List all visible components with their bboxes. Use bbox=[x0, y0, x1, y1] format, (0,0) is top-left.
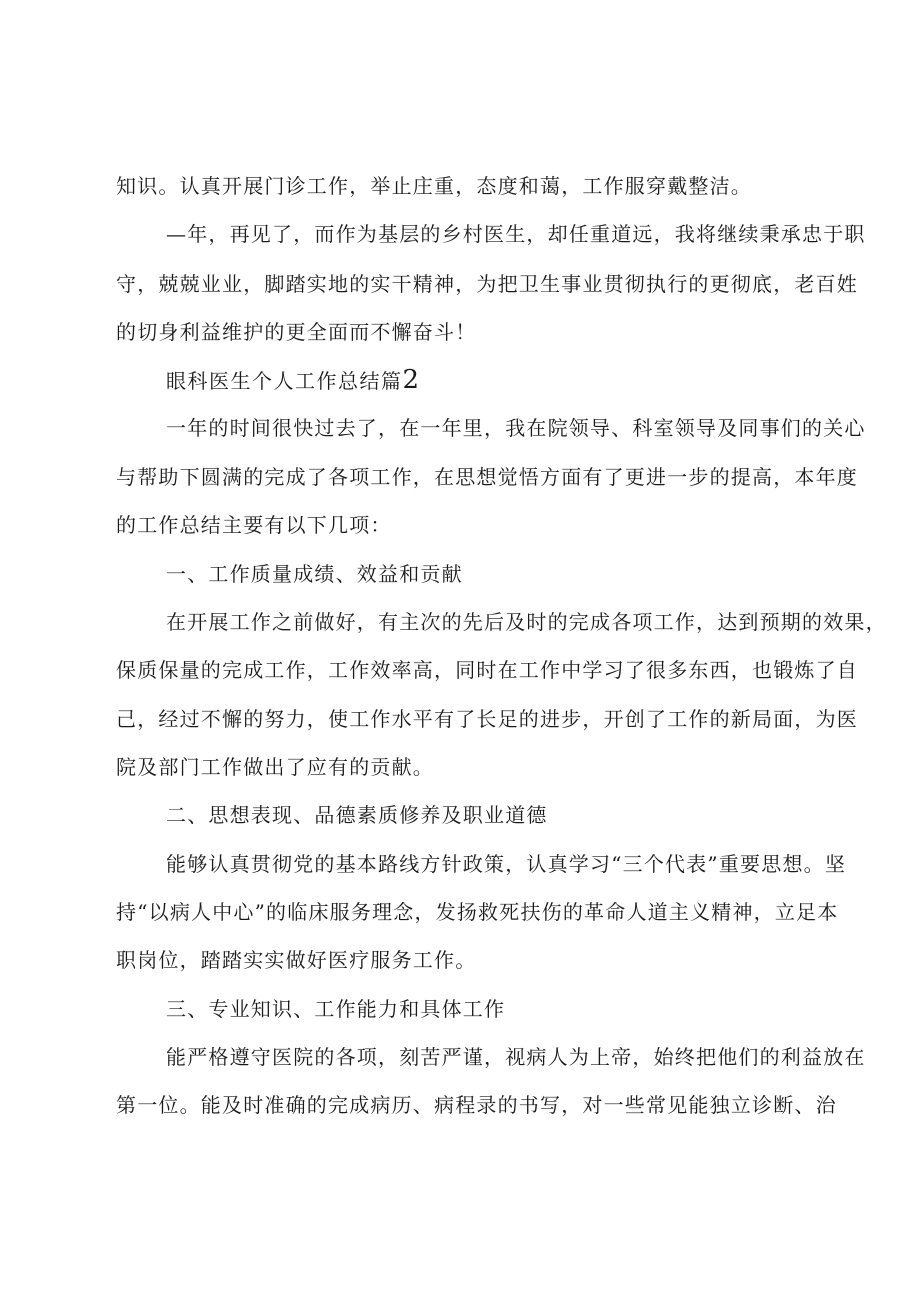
paragraph-line: 与帮助下圆满的完成了各项工作，在思想觉悟方面有了更进一步的提高，本年度 bbox=[116, 465, 858, 489]
paragraph-line: 职岗位，踏踏实实做好医疗服务工作。 bbox=[116, 948, 477, 972]
heading-line: 三、专业知识、工作能力和具体工作 bbox=[166, 997, 506, 1021]
heading-line: 一、工作质量成绩、效益和贡献 bbox=[166, 562, 463, 586]
paragraph-line: 己，经过不懈的努力，使工作水平有了长足的进步，开创了工作的新局面，为医 bbox=[116, 707, 858, 731]
section-title-number: 2 bbox=[402, 365, 420, 395]
paragraph-line: 院及部门工作做出了应有的贡献。 bbox=[116, 755, 434, 779]
paragraph-line: 在开展工作之前做好，有主次的先后及时的完成各项工作，达到预期的效果， bbox=[166, 610, 887, 634]
paragraph-line: —年，再见了，而作为基层的乡村医生，却任重道远，我将继续秉承忠于职 bbox=[166, 222, 866, 246]
paragraph-line: 第一位。能及时准确的完成病历、病程录的书写，对一些常见能独立诊断、治 bbox=[116, 1093, 837, 1117]
section-title bbox=[166, 366, 419, 395]
paragraph-line: 一年的时间很快过去了，在一年里，我在院领导、科室领导及同事们的关心 bbox=[166, 416, 866, 440]
paragraph-line: 保质保量的完成工作，工作效率高，同时在工作中学习了很多东西，也锻炼了自 bbox=[116, 658, 858, 682]
paragraph-line: 能严格遵守医院的各项，刻苦严谨，视病人为上帝，始终把他们的利益放在 bbox=[166, 1045, 866, 1069]
paragraph-line: 的切身利益维护的更全面而不懈奋斗！ bbox=[116, 320, 477, 344]
section-title-text: 眼科医生个人工作总结篇 bbox=[166, 369, 403, 393]
paragraph-line: 持“以病人中心”的临床服务理念，发扬救死扶伤的革命人道主义精神，立足本 bbox=[116, 900, 839, 924]
heading-line: 二、思想表现、品德素质修养及职业道德 bbox=[166, 803, 548, 827]
paragraph-line: 的工作总结主要有以下几项： bbox=[116, 513, 392, 537]
paragraph-line: 守，兢兢业业，脚踏实地的实干精神，为把卫生事业贯彻执行的更彻底，老百姓 bbox=[116, 272, 858, 296]
paragraph-line: 能够认真贯彻党的基本路线方针政策，认真学习“三个代表”重要思想。坚 bbox=[166, 852, 847, 876]
paragraph-line: 知识。认真开展门诊工作，举止庄重，态度和蔼，工作服穿戴整洁。 bbox=[116, 174, 752, 198]
